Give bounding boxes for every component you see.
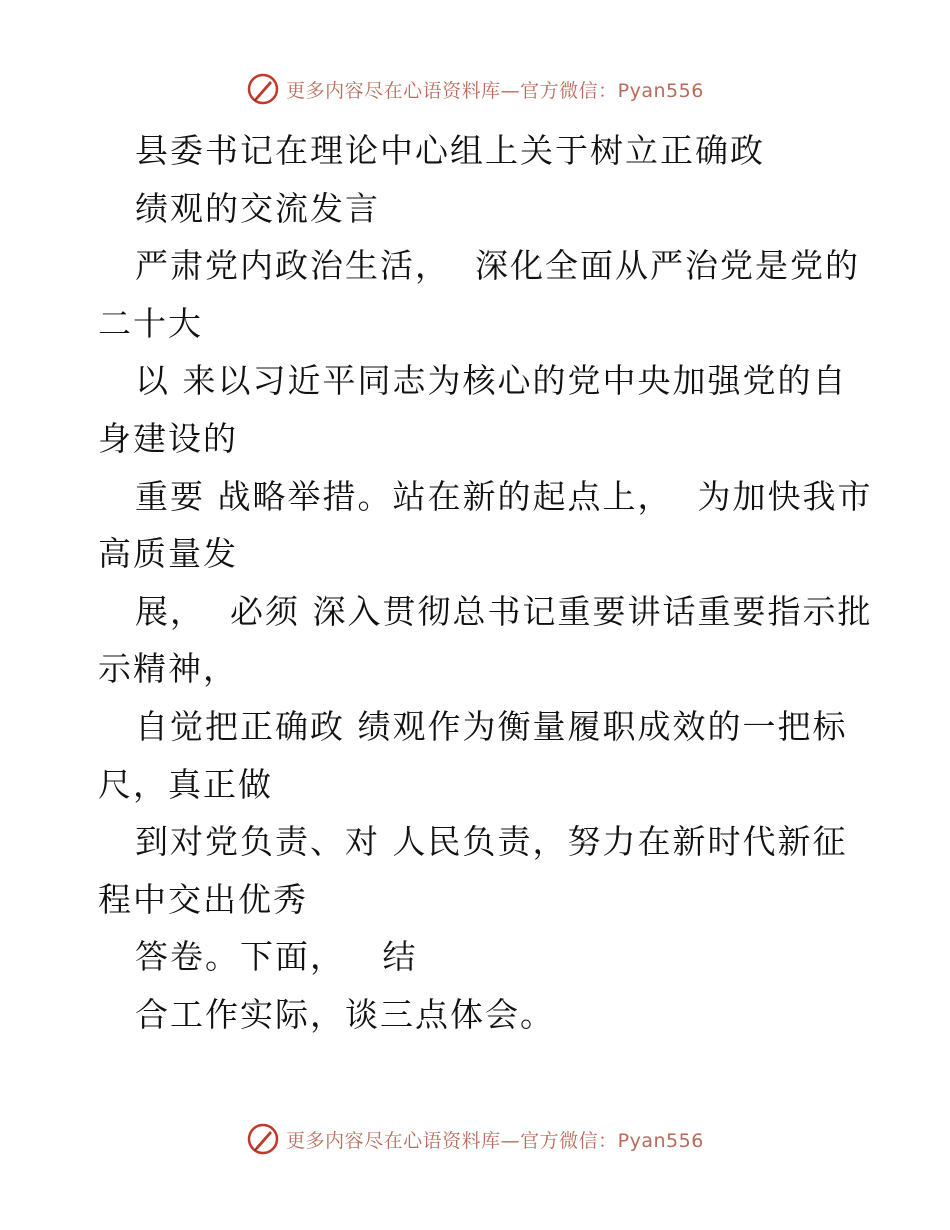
quill-pen-logo-icon <box>246 72 280 106</box>
body-line: 身建设的 <box>98 418 238 458</box>
body-line: 合工作实际，谈三点体会。 <box>135 994 555 1034</box>
body-line: 自觉把正确政 绩观作为衡量履职成效的一把标 <box>135 706 848 746</box>
body-line: 程中交出优秀 <box>98 879 308 919</box>
title-line-1: 县委书记在理论中心组上关于树立正确政 <box>135 131 765 170</box>
body-line: 展， 必须 深入贯彻总书记重要讲话重要指示批 <box>135 591 873 631</box>
body-line: 严肃党内政治生活， 深化全面从严治党是党的 <box>135 246 860 286</box>
body-line: 高质量发 <box>98 534 238 574</box>
document-body <box>98 122 898 1044</box>
body-line: 二十大 <box>98 303 203 343</box>
footer-banner <box>0 1122 950 1156</box>
body-line: 到对党负责、对 人民负责，努力在新时代新征 <box>135 822 848 862</box>
header-banner <box>0 72 950 106</box>
quill-pen-logo-icon <box>246 1122 280 1156</box>
body-line: 答卷。下面， 结 <box>135 937 418 977</box>
title-line-2: 绩观的交流发言 <box>135 188 380 228</box>
body-line: 示精神， <box>98 649 238 689</box>
body-line: 尺，真正做 <box>98 764 273 804</box>
footer-banner-text: 更多内容尽在心语资料库—官方微信：Pyan556 <box>286 1129 704 1152</box>
header-banner-text: 更多内容尽在心语资料库—官方微信：Pyan556 <box>286 79 704 102</box>
body-line: 以 来以习近平同志为核心的党中央加强党的自 <box>135 361 848 401</box>
body-line: 重要 战略举措。站在新的起点上， 为加快我市 <box>135 476 873 516</box>
